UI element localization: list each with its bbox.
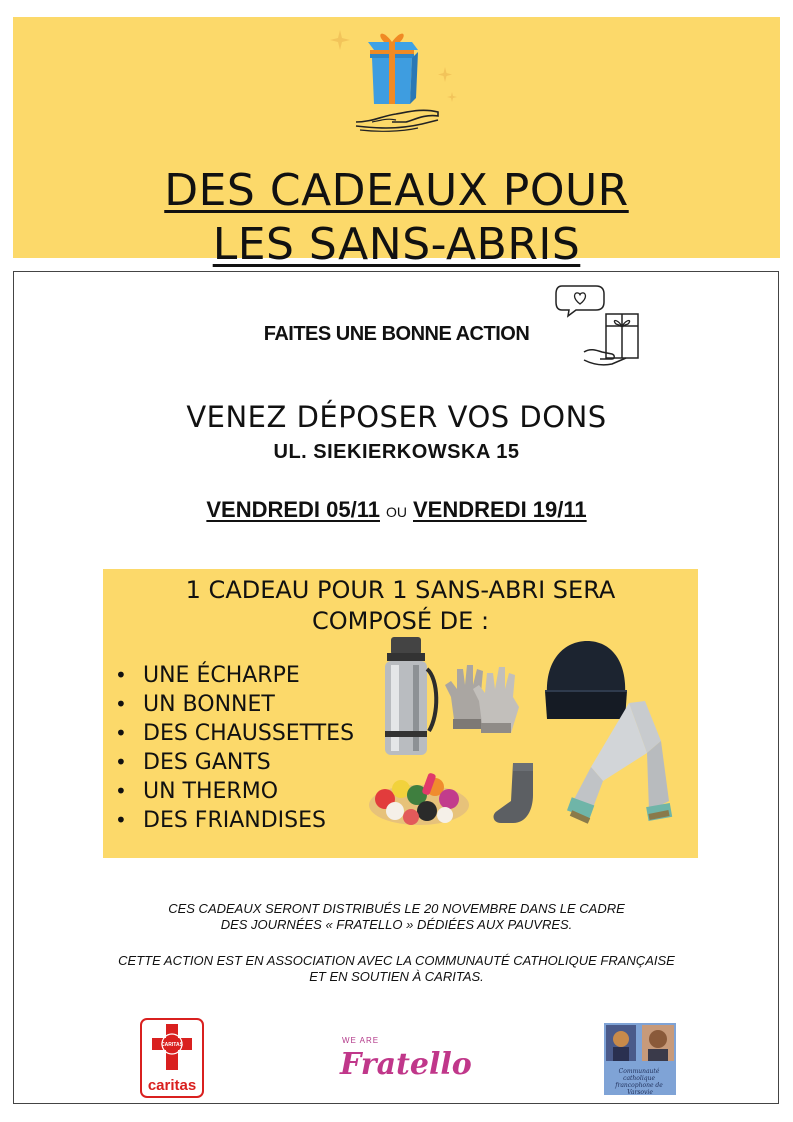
title-line-2: LES SANS-ABRIS xyxy=(212,219,581,270)
date-1: VENDREDI 05/11 xyxy=(206,497,380,522)
candy-icon xyxy=(365,765,473,829)
distribution-line-2: DES JOURNÉES « FRATELLO » DÉDIÉES AUX PAUVRES. xyxy=(220,917,573,932)
community-text-line: catholique xyxy=(623,1075,655,1082)
community-logo xyxy=(604,1023,676,1095)
list-item: • UN THERMO xyxy=(115,777,354,806)
list-item: • DES GANTS xyxy=(115,748,354,777)
list-item: • UNE ÉCHARPE xyxy=(115,661,354,690)
community-text-line: francophone de xyxy=(615,1082,663,1089)
community-text-line: Communauté xyxy=(618,1068,660,1075)
date-2: VENDREDI 19/11 xyxy=(413,497,587,522)
list-item: • UN BONNET xyxy=(115,690,354,719)
or-word: OU xyxy=(386,504,407,520)
fratello-main-text: Fratello xyxy=(340,1047,472,1082)
open-hand-icon xyxy=(352,100,442,134)
sock-icon xyxy=(489,761,549,827)
association-note xyxy=(0,953,793,985)
distribution-note xyxy=(0,901,793,933)
gift-composition-box xyxy=(103,569,698,858)
association-line-2: ET EN SOUTIEN À CARITAS. xyxy=(309,969,484,984)
distribution-line-1: CES CADEAUX SERONT DISTRIBUÉS LE 20 NOVEMBRE DANS LE CADRE xyxy=(168,901,625,916)
list-item: • DES CHAUSSETTES xyxy=(115,719,354,748)
thermos-icon xyxy=(377,635,439,759)
fratello-logo xyxy=(336,1032,472,1088)
association-line-1: CETTE ACTION EST EN ASSOCIATION AVEC LA COMMUNAUTÉ CATHOLIQUE FRANÇAISE xyxy=(118,953,675,968)
gift-items-list xyxy=(115,661,354,835)
deposit-heading: VENEZ DÉPOSER VOS DONS xyxy=(186,400,607,434)
gift-heading-line-2: COMPOSÉ DE : xyxy=(311,607,490,635)
gift-heading xyxy=(103,575,698,637)
scarf-icon xyxy=(563,701,675,833)
caritas-badge-text: CARITAS xyxy=(161,1042,183,1048)
caritas-logo xyxy=(140,1018,204,1098)
dates xyxy=(0,497,793,523)
gloves-icon xyxy=(443,657,525,737)
caritas-text: caritas xyxy=(147,1077,197,1094)
address: UL. SIEKIERKOWSKA 15 xyxy=(273,441,520,463)
community-text-line: Varsovie xyxy=(627,1089,653,1096)
gift-heading-line-1: 1 CADEAU POUR 1 SANS-ABRI SERA xyxy=(185,576,616,604)
fratello-top-text: WE ARE xyxy=(342,1036,380,1045)
title-line-1: DES CADEAUX POUR xyxy=(164,165,629,216)
page-title xyxy=(0,164,793,272)
call-to-action: FAITES UNE BONNE ACTION xyxy=(263,323,530,345)
list-item: • DES FRIANDISES xyxy=(115,806,354,835)
